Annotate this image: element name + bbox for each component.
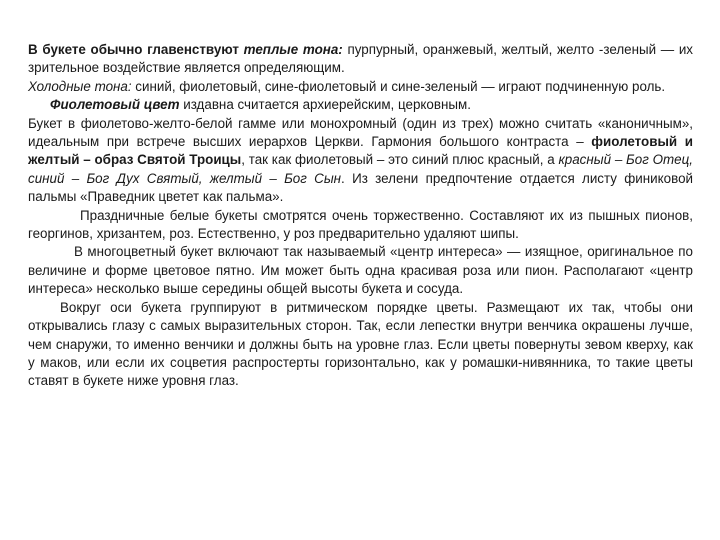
text-plain: Праздничные белые букеты смотрятся очень торжественно. Составляют их из пышных пионов, георгинов, хризантем, роз. Естественно, у роз предварительно удаляют шипы. [28,207,693,242]
paragraph-white-bouquets [28,207,693,244]
paragraph-violet [28,96,693,114]
text-plain: пурпурный, оранжевый, желтый, желто -зеленый — их зрительное воздействие является определяющим. [28,42,693,76]
text-italic: красный – Бог Отец, синий – Бог Дух Святый, желтый – Бог Сын [28,152,693,186]
text-plain: , так как фиолетовый – это синий плюс красный, а [241,152,559,168]
text-plain: издавна считается архиерейским, церковным. [179,97,471,113]
text-bold: В букете обычно главенствуют [28,42,244,57]
text-plain: синий, фиолетовый, сине-фиолетовый и сине-зеленый — играют подчиненную роль. [131,78,666,94]
text-plain: В многоцветный букет включают так называемый «центр интереса» — изящное, оригинальное по величине и форме цветовое пятно. Им может быть одна красивая роза или пион. Располагают «центр интереса» несколько выше середины общей высоты букета и сосуда. [28,244,693,297]
paragraph-bouquet-canon [28,115,693,207]
text-italic: Холодные тона: [28,78,132,94]
text-bold-italic: теплые тона: [243,42,343,57]
paragraph-warm-tones [28,41,693,78]
text-plain: Букет в фиолетово-желто-белой гамме или монохромный (один из трех) можно считать «каноничным», идеальным при встрече высших иерархов Церкви. Гармония большого контраста – [28,115,693,150]
paragraph-cold-tones [28,78,693,96]
text-plain: Вокруг оси букета группируют в ритмическом порядке цветы. Размещают их так, чтобы они открывались глазу с самых выразительных сторон. Так, если лепестки внутри венчика окрашены лучше, чем снаружи, то именно венчики и должны быть на уровне глаз. Если цветы повернуты зевом кверху, как у маков, или если их соцветия распростерты горизонтально, как у ромашки-нивянника, то такие цветы ставят в букете ниже уровня глаз. [28,299,693,389]
paragraph-rhythm [28,299,693,391]
paragraph-center-of-interest [28,243,693,298]
text-bold: фиолетовый и желтый – образ Святой Троицы [28,134,693,168]
text-bold-italic: Фиолетовый цвет [50,97,180,113]
text-plain: . Из зелени предпочтение отдается листу финиковой пальмы «Праведник цветет как пальма». [28,170,693,205]
